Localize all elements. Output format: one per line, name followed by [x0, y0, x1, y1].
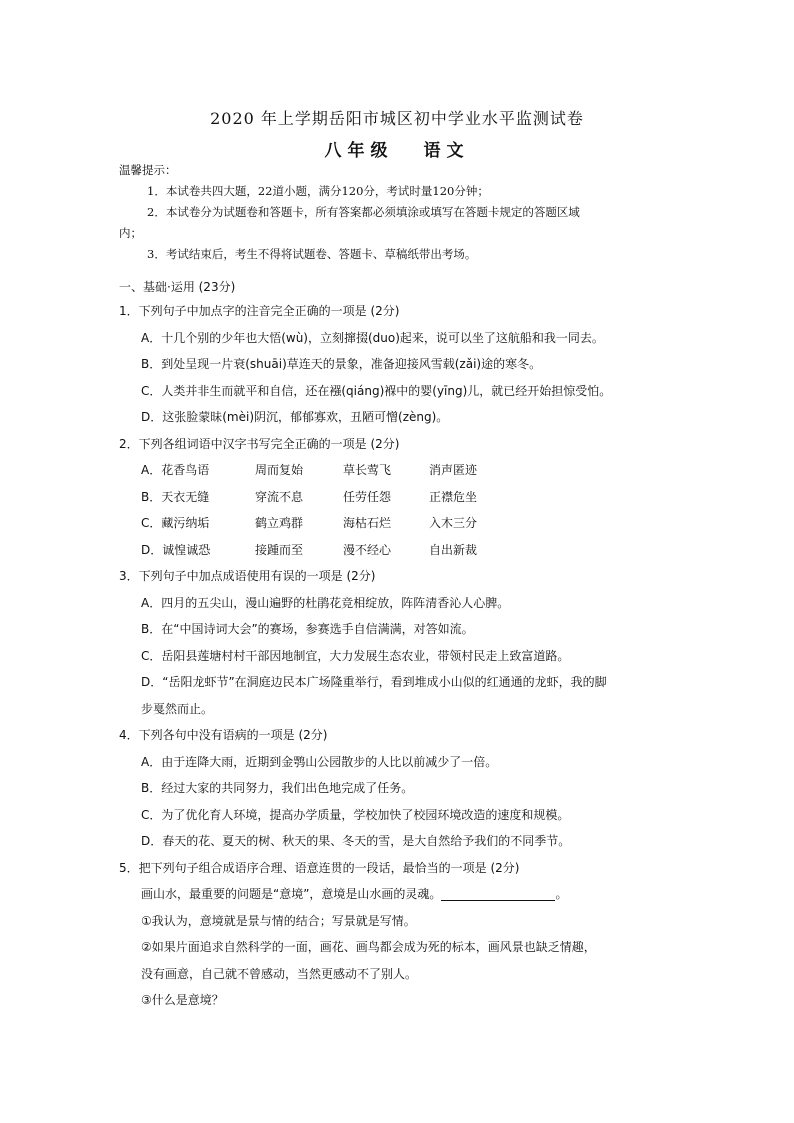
note-item-2-cont: 内；	[119, 226, 142, 240]
question-2-option-c	[119, 510, 699, 537]
exam-subtitle: 八年级 语文	[324, 141, 470, 161]
question-4-option-d: D．春天的花、夏天的树、秋天的果、冬天的雪，是大自然给予我们的不同季节。	[141, 834, 571, 848]
question-3-option-b: B．在“中国诗词大会”的赛场，参赛选手自信满满，对答如流。	[141, 622, 474, 636]
question-1-stem: 1．下列句子中加点字的注音完全正确的一项是 (2分)	[119, 304, 400, 318]
note-item-1: 1．本试卷共四大题，22道小题，满分120分，考试时量120分钟；	[147, 184, 489, 198]
question-2-option-b	[119, 484, 699, 511]
word: A．花香鸟语	[141, 463, 210, 477]
question-3-option-d: D．“岳阳龙虾节”在洞庭边民本广场隆重举行，看到堆成小山似的红通通的龙虾，我的脚	[141, 675, 607, 689]
question-1-option-a: A．十几个别的少年也大悟(wù)，立刻撺掇(duo)起来，说可以坐了这航船和我一同去。	[141, 330, 604, 345]
question-1-option-c: C．人类并非生而就平和自信，还在襁(qiáng)褓中的婴(yīng)儿，就已经开始担惊受怕。	[141, 383, 612, 398]
question-5-sentence-1: ①我认为，意境就是景与情的结合；写景就是写情。	[141, 913, 416, 928]
note-item-3: 3．考试结束后，考生不得将试题卷、答题卡、草稿纸带出考场。	[147, 247, 477, 261]
exam-title: 2020 年上学期岳阳市城区初中学业水平监测试卷	[210, 109, 584, 128]
word: 鹤立鸡群	[255, 516, 304, 530]
answer-blank	[441, 886, 555, 901]
questions-body	[119, 276, 699, 1014]
notes-label: 温馨提示：	[119, 163, 177, 177]
word: D．诚惶诚恐	[141, 542, 211, 557]
question-5-sentence-2: ②如果片面追求自然科学的一面，画花、画鸟都会成为死的标本，画风景也缺乏情趣，	[141, 940, 596, 954]
question-5-sentence-3: ③什么是意境？	[141, 993, 224, 1007]
question-2-stem: 2．下列各组词语中汉字书写完全正确的一项是 (2分)	[119, 436, 400, 451]
word: 任劳任怨	[343, 489, 392, 504]
question-3-option-d-cont: 步戛然而止。	[141, 701, 214, 716]
note-item-2: 2．本试卷分为试题卷和答题卡，所有答案都必须填涂或填写在答题卡规定的答题区域	[147, 205, 580, 219]
word: 周而复始	[255, 463, 304, 477]
word: 自出新裁	[429, 542, 478, 557]
word: C．藏污纳垢	[141, 516, 210, 530]
question-4-option-c: C．为了优化育人环境，提高办学质量，学校加快了校园环境改造的速度和规模。	[141, 807, 570, 822]
word: 海枯石烂	[343, 516, 392, 530]
question-5-stem: 5．把下列句子组合成语序合理、语意连贯的一段话，最恰当的一项是 (2分)	[119, 860, 520, 875]
word: 漫不经心	[343, 542, 392, 557]
question-5-lead	[119, 881, 699, 908]
word: 接踵而至	[255, 542, 304, 557]
lead-text: 画山水，最重要的问题是“意境”，意境是山水画的灵魂。	[141, 887, 442, 901]
question-5-sentence-2-cont: 没有画意，自己就不曾感动，当然更感动不了别人。	[141, 966, 418, 981]
word: 草长莺飞	[343, 463, 392, 477]
question-4-stem: 4．下列各句中没有语病的一项是 (2分)	[119, 728, 328, 742]
word: 消声匿迹	[429, 463, 478, 477]
question-1-option-b: B．到处呈现一片衰(shuāi)草连天的景象，准备迎接风雪载(zǎi)途的寒冬。	[141, 357, 542, 371]
word: B．天衣无缝	[141, 489, 210, 504]
word: 穿流不息	[255, 489, 304, 504]
question-2-option-a	[119, 457, 699, 484]
question-3-option-a: A．四月的五尖山，漫山遍野的杜鹃花竞相绽放，阵阵清香沁人心脾。	[141, 595, 510, 610]
word: 正襟危坐	[429, 489, 478, 504]
notes-block	[119, 160, 699, 265]
question-4-option-b: B．经过大家的共同努力，我们出色地完成了任务。	[141, 781, 414, 795]
question-1-option-d: D．这张脸蒙昧(mèi)阴沉，郁郁寡欢，丑陋可憎(zèng)。	[141, 410, 449, 424]
lead-end: 。	[555, 887, 568, 901]
word: 入木三分	[429, 516, 478, 530]
question-3-stem: 3．下列句子中加点成语使用有误的一项是 (2分)	[119, 569, 376, 583]
section-heading: 一、基础·运用 (23分)	[119, 280, 236, 294]
question-2-option-d	[119, 537, 699, 564]
question-4-option-a: A．由于连降大雨，近期到金鹗山公园散步的人比以前减少了一倍。	[141, 754, 498, 769]
question-3-option-c: C．岳阳县莲塘村村干部因地制宜，大力发展生态农业，带领村民走上致富道路。	[141, 648, 570, 663]
